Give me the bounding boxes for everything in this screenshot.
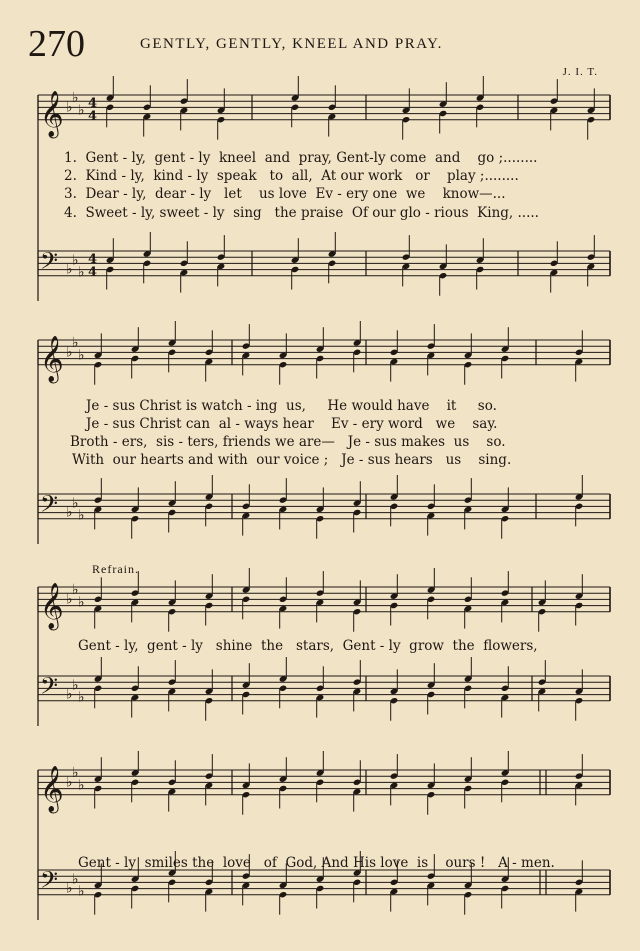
flat-sign: ♭: [78, 264, 85, 281]
flat-sign: ♭: [66, 99, 73, 116]
verse-1-line-1: 1. Gent - ly, gent - ly kneel and pray, Gent-ly come and go ;........: [64, 150, 538, 166]
flat-sign: ♭: [66, 880, 73, 897]
flat-sign: ♭: [72, 677, 79, 694]
refrain-label: Refrain.: [92, 562, 139, 576]
bass-clef: 𝄢: [40, 866, 59, 899]
flat-sign: ♭: [78, 883, 85, 900]
flat-sign: ♭: [78, 594, 85, 611]
flat-sign: ♭: [66, 504, 73, 521]
treble-clef: 𝄞: [40, 335, 64, 382]
flat-sign: ♭: [66, 686, 73, 703]
flat-sign: ♭: [66, 344, 73, 361]
bass-clef: 𝄢: [40, 672, 59, 705]
author-initials: J. I. T.: [562, 66, 598, 78]
flat-sign: ♭: [72, 335, 79, 352]
time-signature-bottom: 4: [88, 109, 98, 124]
hymn-title: GENTLY, GENTLY, KNEEL AND PRAY.: [140, 36, 443, 52]
verse-2-line-1: 2. Kind - ly, kind - ly speak to all, At our work or play ;........: [64, 168, 519, 184]
flat-sign: ♭: [72, 765, 79, 782]
flat-sign: ♭: [78, 689, 85, 706]
refrain-lyrics-line-1: Gent - ly, gent - ly shine the stars, Gent - ly grow the flowers,: [78, 638, 538, 654]
bass-clef: 𝄢: [40, 490, 59, 523]
flat-sign: ♭: [72, 871, 79, 888]
verse-2-line-2: Je - sus Christ can al - ways hear Ev - ery word we say.: [86, 416, 498, 432]
treble-clef: 𝄞: [40, 582, 64, 629]
hymn-number: 270: [28, 23, 85, 65]
flat-sign: ♭: [78, 347, 85, 364]
time-signature-top: 4: [88, 252, 98, 267]
bass-clef: 𝄢: [40, 247, 59, 280]
time-signature-bottom: 4: [88, 265, 98, 280]
flat-sign: ♭: [78, 102, 85, 119]
verse-4-line-1: 4. Sweet - ly, sweet - ly sing the praise Of our glo - rious King, .....: [64, 205, 539, 221]
flat-sign: ♭: [72, 90, 79, 107]
flat-sign: ♭: [78, 777, 85, 794]
flat-sign: ♭: [72, 495, 79, 512]
treble-clef: 𝄞: [40, 90, 64, 137]
flat-sign: ♭: [66, 774, 73, 791]
time-signature-top: 4: [88, 96, 98, 111]
verse-3-line-1: 3. Dear - ly, dear - ly let us love Ev - ery one we know—...: [64, 186, 506, 202]
flat-sign: ♭: [78, 507, 85, 524]
verse-4-line-2: With our hearts and with our voice ; Je - sus hears us sing.: [72, 452, 512, 468]
flat-sign: ♭: [72, 252, 79, 269]
flat-sign: ♭: [66, 591, 73, 608]
verse-1-line-2: Je - sus Christ is watch - ing us, He would have it so.: [86, 398, 497, 414]
flat-sign: ♭: [66, 261, 73, 278]
refrain-lyrics-line-2: Gent - ly smiles the love of God, And His love is ours ! A - men.: [78, 855, 555, 871]
verse-3-line-2: Broth - ers, sis - ters, friends we are— Je - sus makes us so.: [70, 434, 506, 450]
flat-sign: ♭: [72, 582, 79, 599]
treble-clef: 𝄞: [40, 765, 64, 812]
